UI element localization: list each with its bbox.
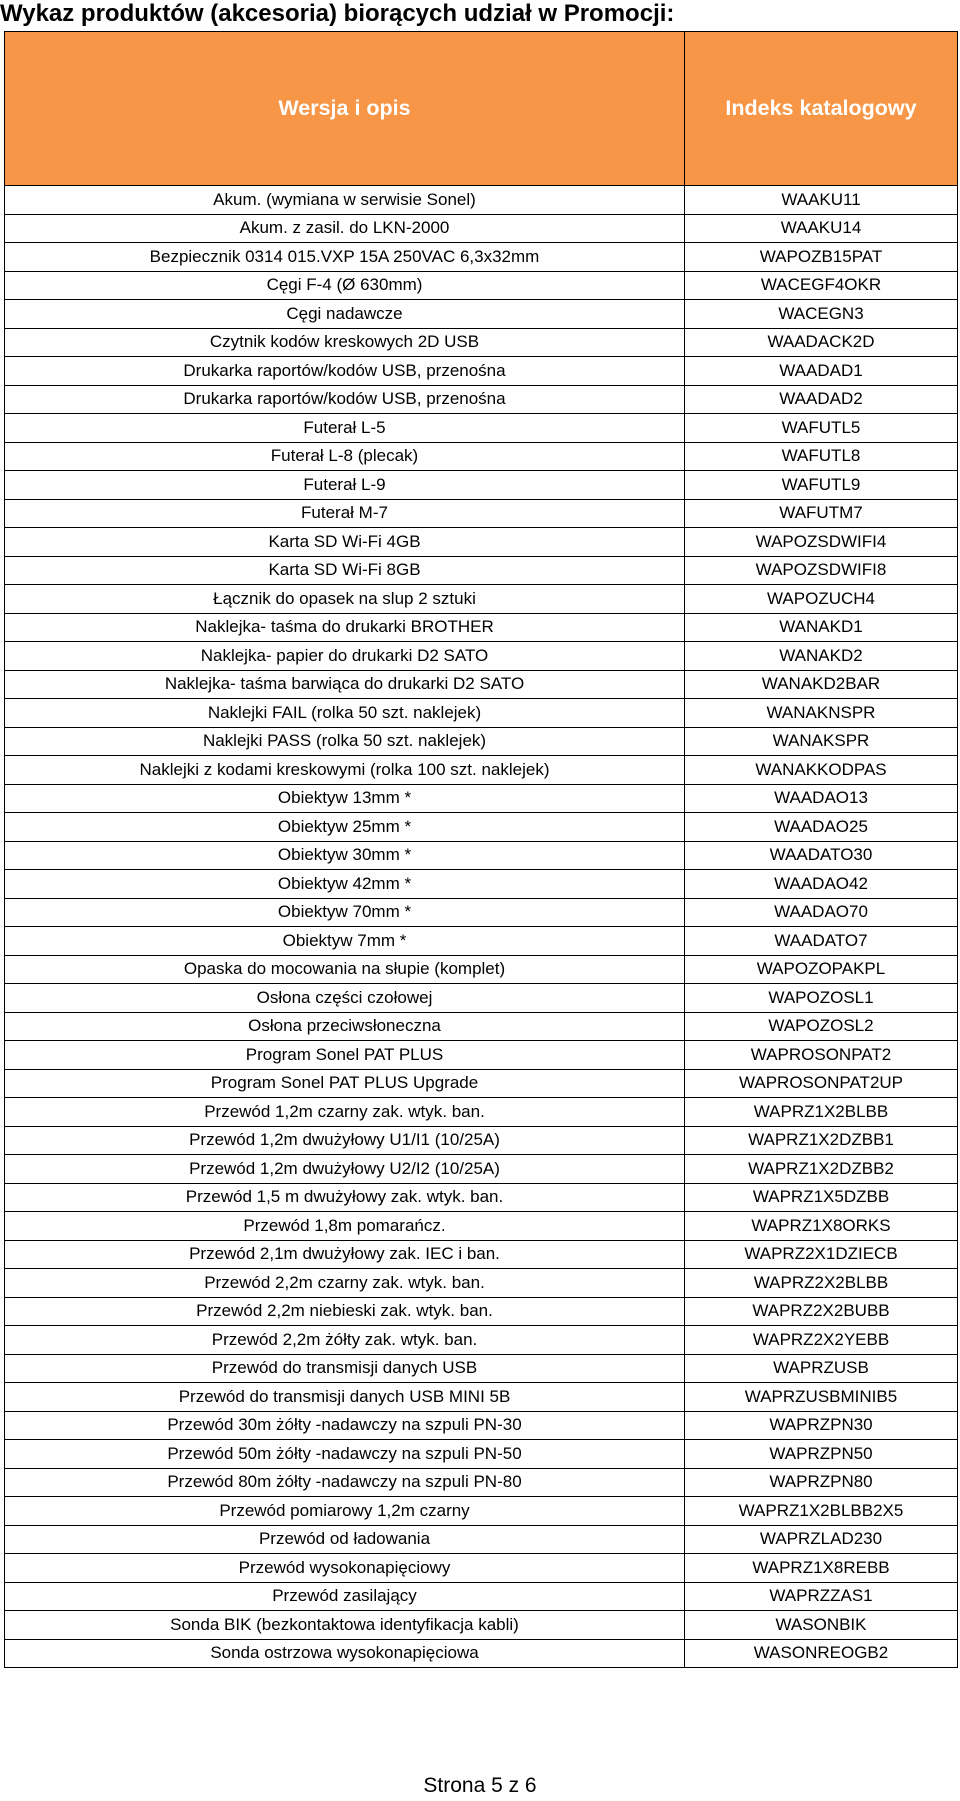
catalog-index-cell: WAADAO42: [685, 870, 958, 899]
product-description-cell: Futerał L-5: [5, 414, 685, 443]
catalog-index-cell: WANAKSPR: [685, 727, 958, 756]
catalog-index-cell: WAADAD2: [685, 385, 958, 414]
product-description-cell: Osłona przeciwsłoneczna: [5, 1012, 685, 1041]
page-title: Wykaz produktów (akcesoria) biorących udział w Promocji:: [0, 0, 675, 27]
table-row: [5, 1554, 958, 1583]
catalog-index-cell: WAPRZ1X2DZBB2: [685, 1155, 958, 1184]
table-row: [5, 1525, 958, 1554]
table-row: [5, 1354, 958, 1383]
catalog-index-cell: WAPRZUSBMINIB5: [685, 1383, 958, 1412]
table-row: [5, 1411, 958, 1440]
table-row: [5, 214, 958, 243]
catalog-index-cell: WAPRZ2X2BLBB: [685, 1269, 958, 1298]
catalog-index-cell: WAPRZ1X2BLBB: [685, 1098, 958, 1127]
table-row: [5, 1069, 958, 1098]
product-description-cell: Program Sonel PAT PLUS: [5, 1041, 685, 1070]
catalog-index-cell: WAPRZ1X8ORKS: [685, 1212, 958, 1241]
table-row: [5, 357, 958, 386]
table-row: [5, 499, 958, 528]
table-row: [5, 1440, 958, 1469]
catalog-index-cell: WASONREOGB2: [685, 1639, 958, 1668]
product-description-cell: Czytnik kodów kreskowych 2D USB: [5, 328, 685, 357]
product-description-cell: Cęgi nadawcze: [5, 300, 685, 329]
catalog-index-cell: WAFUTM7: [685, 499, 958, 528]
page-number: Strona 5 z 6: [423, 1774, 537, 1797]
table-row: [5, 784, 958, 813]
table-row: [5, 414, 958, 443]
product-description-cell: Cęgi F-4 (Ø 630mm): [5, 271, 685, 300]
table-row: [5, 442, 958, 471]
catalog-index-cell: WANAKD2: [685, 642, 958, 671]
table-row: [5, 1497, 958, 1526]
header-description: Wersja i opis: [5, 32, 685, 186]
catalog-index-cell: WAPRZLAD230: [685, 1525, 958, 1554]
product-description-cell: Obiektyw 7mm *: [5, 927, 685, 956]
catalog-index-cell: WAADAD1: [685, 357, 958, 386]
table-row: [5, 1240, 958, 1269]
header-row: [5, 32, 958, 186]
product-description-cell: Przewód do transmisji danych USB: [5, 1354, 685, 1383]
product-description-cell: Przewód od ładowania: [5, 1525, 685, 1554]
table-row: [5, 870, 958, 899]
product-description-cell: Przewód 2,2m niebieski zak. wtyk. ban.: [5, 1297, 685, 1326]
catalog-index-cell: WAPRZ1X8REBB: [685, 1554, 958, 1583]
catalog-index-cell: WAPRZ2X2YEBB: [685, 1326, 958, 1355]
table-row: [5, 1383, 958, 1412]
catalog-index-cell: WANAKD1: [685, 613, 958, 642]
table-row: [5, 1098, 958, 1127]
product-description-cell: Naklejka- taśma do drukarki BROTHER: [5, 613, 685, 642]
catalog-index-cell: WAPRZ2X1DZIECB: [685, 1240, 958, 1269]
catalog-index-cell: WAPOZSDWIFI8: [685, 556, 958, 585]
table-row: [5, 556, 958, 585]
table-row: [5, 898, 958, 927]
table-row: [5, 1326, 958, 1355]
table-row: [5, 1468, 958, 1497]
product-description-cell: Naklejki z kodami kreskowymi (rolka 100 szt. naklejek): [5, 756, 685, 785]
table-row: [5, 1041, 958, 1070]
table-row: [5, 585, 958, 614]
product-description-cell: Przewód wysokonapięciowy: [5, 1554, 685, 1583]
product-description-cell: Obiektyw 25mm *: [5, 813, 685, 842]
product-description-cell: Przewód 80m żółty -nadawczy na szpuli PN-80: [5, 1468, 685, 1497]
catalog-index-cell: WAADATO7: [685, 927, 958, 956]
catalog-index-cell: WAADACK2D: [685, 328, 958, 357]
product-description-cell: Osłona części czołowej: [5, 984, 685, 1013]
table-row: [5, 471, 958, 500]
product-description-cell: Przewód 1,2m czarny zak. wtyk. ban.: [5, 1098, 685, 1127]
table-row: [5, 1212, 958, 1241]
catalog-index-cell: WAPRZ2X2BUBB: [685, 1297, 958, 1326]
product-description-cell: Łącznik do opasek na slup 2 sztuki: [5, 585, 685, 614]
product-description-cell: Opaska do mocowania na słupie (komplet): [5, 955, 685, 984]
catalog-index-cell: WAPOZUCH4: [685, 585, 958, 614]
product-description-cell: Obiektyw 42mm *: [5, 870, 685, 899]
product-description-cell: Przewód 1,8m pomarańcz.: [5, 1212, 685, 1241]
table-row: [5, 271, 958, 300]
table-row: [5, 243, 958, 272]
product-description-cell: Przewód 2,2m żółty zak. wtyk. ban.: [5, 1326, 685, 1355]
table-row: [5, 385, 958, 414]
product-description-cell: Drukarka raportów/kodów USB, przenośna: [5, 357, 685, 386]
catalog-index-cell: WAPRZPN50: [685, 1440, 958, 1469]
catalog-index-cell: WAPRZZAS1: [685, 1582, 958, 1611]
product-description-cell: Przewód 1,5 m dwużyłowy zak. wtyk. ban.: [5, 1183, 685, 1212]
product-description-cell: Przewód pomiarowy 1,2m czarny: [5, 1497, 685, 1526]
catalog-index-cell: WACEGN3: [685, 300, 958, 329]
product-description-cell: Przewód zasilający: [5, 1582, 685, 1611]
header-catalog-index: Indeks katalogowy: [685, 32, 958, 186]
catalog-index-cell: WAPROSONPAT2UP: [685, 1069, 958, 1098]
catalog-index-cell: WAPRZPN30: [685, 1411, 958, 1440]
table-row: [5, 1155, 958, 1184]
table-row: [5, 727, 958, 756]
product-description-cell: Drukarka raportów/kodów USB, przenośna: [5, 385, 685, 414]
catalog-index-cell: WAFUTL8: [685, 442, 958, 471]
catalog-index-cell: WAPOZB15PAT: [685, 243, 958, 272]
catalog-index-cell: WAADATO30: [685, 841, 958, 870]
catalog-index-cell: WASONBIK: [685, 1611, 958, 1640]
table-row: [5, 841, 958, 870]
catalog-index-cell: WAPOZOPAKPL: [685, 955, 958, 984]
catalog-index-cell: WAAKU14: [685, 214, 958, 243]
product-description-cell: Program Sonel PAT PLUS Upgrade: [5, 1069, 685, 1098]
product-description-cell: Przewód 2,2m czarny zak. wtyk. ban.: [5, 1269, 685, 1298]
catalog-index-cell: WAFUTL9: [685, 471, 958, 500]
catalog-index-cell: WAADAO70: [685, 898, 958, 927]
table-row: [5, 613, 958, 642]
product-description-cell: Akum. z zasil. do LKN-2000: [5, 214, 685, 243]
catalog-index-cell: WANAKKODPAS: [685, 756, 958, 785]
catalog-index-cell: WAADAO25: [685, 813, 958, 842]
product-description-cell: Futerał L-8 (plecak): [5, 442, 685, 471]
table-row: [5, 1126, 958, 1155]
catalog-index-cell: WAPOZOSL1: [685, 984, 958, 1013]
catalog-index-cell: WAPRZ1X2DZBB1: [685, 1126, 958, 1155]
product-description-cell: Przewód 2,1m dwużyłowy zak. IEC i ban.: [5, 1240, 685, 1269]
catalog-index-cell: WANAKNSPR: [685, 699, 958, 728]
table-row: [5, 1582, 958, 1611]
product-description-cell: Futerał M-7: [5, 499, 685, 528]
product-table: [4, 31, 958, 1668]
catalog-index-cell: WAPRZ1X5DZBB: [685, 1183, 958, 1212]
table-row: [5, 670, 958, 699]
table-row: [5, 1611, 958, 1640]
product-description-cell: Przewód 50m żółty -nadawczy na szpuli PN-50: [5, 1440, 685, 1469]
table-row: [5, 1012, 958, 1041]
table-header: [5, 32, 958, 186]
table-row: [5, 756, 958, 785]
catalog-index-cell: WAADAO13: [685, 784, 958, 813]
product-description-cell: Obiektyw 70mm *: [5, 898, 685, 927]
table-row: [5, 328, 958, 357]
product-description-cell: Przewód 30m żółty -nadawczy na szpuli PN-30: [5, 1411, 685, 1440]
product-description-cell: Sonda ostrzowa wysokonapięciowa: [5, 1639, 685, 1668]
table-row: [5, 300, 958, 329]
catalog-index-cell: WAFUTL5: [685, 414, 958, 443]
catalog-index-cell: WAPROSONPAT2: [685, 1041, 958, 1070]
catalog-index-cell: WAPRZUSB: [685, 1354, 958, 1383]
table-body: [5, 186, 958, 1668]
product-description-cell: Naklejka- papier do drukarki D2 SATO: [5, 642, 685, 671]
table-row: [5, 699, 958, 728]
catalog-index-cell: WACEGF4OKR: [685, 271, 958, 300]
product-description-cell: Obiektyw 30mm *: [5, 841, 685, 870]
catalog-index-cell: WAPOZSDWIFI4: [685, 528, 958, 557]
catalog-index-cell: WAPOZOSL2: [685, 1012, 958, 1041]
product-description-cell: Sonda BIK (bezkontaktowa identyfikacja kabli): [5, 1611, 685, 1640]
product-description-cell: Karta SD Wi-Fi 8GB: [5, 556, 685, 585]
product-description-cell: Futerał L-9: [5, 471, 685, 500]
catalog-index-cell: WANAKD2BAR: [685, 670, 958, 699]
table-row: [5, 1183, 958, 1212]
product-description-cell: Akum. (wymiana w serwisie Sonel): [5, 186, 685, 215]
product-description-cell: Naklejka- taśma barwiąca do drukarki D2 SATO: [5, 670, 685, 699]
table-row: [5, 528, 958, 557]
table-row: [5, 642, 958, 671]
table-row: [5, 1639, 958, 1668]
table-row: [5, 1269, 958, 1298]
product-description-cell: Naklejki FAIL (rolka 50 szt. naklejek): [5, 699, 685, 728]
product-description-cell: Przewód 1,2m dwużyłowy U1/I1 (10/25A): [5, 1126, 685, 1155]
table-row: [5, 1297, 958, 1326]
product-description-cell: Przewód do transmisji danych USB MINI 5B: [5, 1383, 685, 1412]
product-description-cell: Obiektyw 13mm *: [5, 784, 685, 813]
product-description-cell: Bezpiecznik 0314 015.VXP 15A 250VAC 6,3x32mm: [5, 243, 685, 272]
product-description-cell: Naklejki PASS (rolka 50 szt. naklejek): [5, 727, 685, 756]
product-description-cell: Karta SD Wi-Fi 4GB: [5, 528, 685, 557]
table-row: [5, 927, 958, 956]
table-row: [5, 813, 958, 842]
product-description-cell: Przewód 1,2m dwużyłowy U2/I2 (10/25A): [5, 1155, 685, 1184]
catalog-index-cell: WAPRZPN80: [685, 1468, 958, 1497]
catalog-index-cell: WAPRZ1X2BLBB2X5: [685, 1497, 958, 1526]
table-row: [5, 186, 958, 215]
table-row: [5, 984, 958, 1013]
catalog-index-cell: WAAKU11: [685, 186, 958, 215]
table-row: [5, 955, 958, 984]
